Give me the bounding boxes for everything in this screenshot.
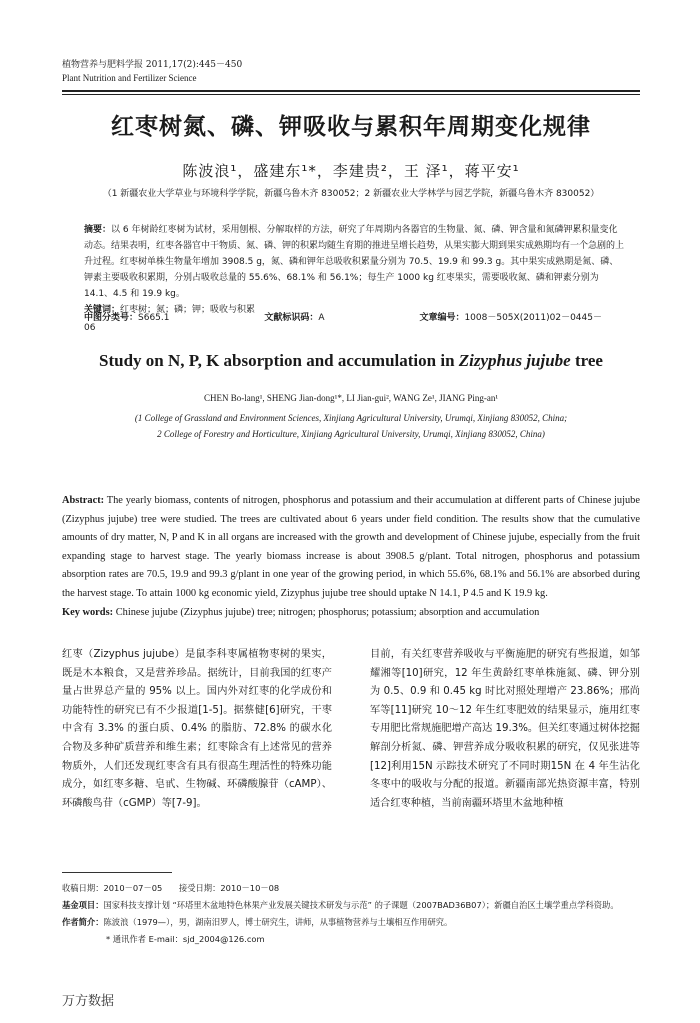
abstract-en-text: The yearly biomass, contents of nitrogen, phosphorus and potassium and their accumulation at different parts of Chinese jujube (Zizyphus jujube) tree were studied. The trees are cultivated about 6 years under field condition. The results show that the cumulative amounts of dry matter, N, P and K in all organs are increased with the growth and development of Chinese jujube, especially from the fruit expanding stage to harvest stage. The yearly biomass increase is about 3908.5 g/plant. Total nitrogen, phosphorus and potassium absorption rates are 70.5, 19.9 and 99.3 g/plant in one year of the growing period, in which 55.6%, 68.1% and 56.1% are absorbed during the harvest stage. To attain 1000 kg economic yield, Zizyphus jujube tree should uptake N 14.1, P 4.5 and K 19.9 kg. (62, 495, 640, 599)
body-column-right: 目前，有关红枣营养吸收与平衡施肥的研究有些报道，如邹耀湘等[10]研究，12 年生黄龄红枣单株施氮、磷、钾分别为 0.5、0.9 和 0.45 kg 时比对照处理增产 23.86%；邢尚军等[11]研究 10～12 年生红枣肥效的结果显示，施用红枣专用肥比常规施肥增产高达 19.3%。但关红枣通过树体挖掘解剖分析氮、磷、钾营养成分吸收积累的研究，仅见张进等[12]利用15N 示踪技术研究了不同时期15N 在 4 年生沾化冬枣中的吸收与分配的报道。新疆南部光热资源丰富，特别适合红枣种植，当前南疆环塔里木盆地种植 (370, 649, 640, 809)
footnote-fund-label: 基金项目： (62, 900, 104, 910)
footnote-received: 收稿日期：2010－07－05 接受日期：2010－10－08 (62, 883, 280, 893)
footnote-author-text: 陈波浪（1979—），男，湖南汨罗人，博士研究生，讲师，从事植物营养与土壤相互作用研究。 (103, 917, 453, 927)
footnote-fund (62, 897, 640, 914)
abstract-en (62, 492, 640, 622)
keywords-en: Chinese jujube (Zizyphus jujube) tree; nitrogen; phosphorus; potassium; absorption and accumulation (115, 606, 540, 618)
abstract-cn (84, 222, 624, 318)
footnote-rule (62, 872, 172, 873)
title-en-species: Zizyphus jujube (458, 351, 571, 370)
paper-title-cn: 红枣树氮、磷、钾吸收与累积年周期变化规律 (111, 114, 591, 140)
header-rule-thin (62, 94, 640, 95)
journal-header-cn: 植物营养与肥料学报 2011,17(2):445－450 (62, 60, 243, 70)
header-rule-thick (62, 90, 640, 92)
doc-code-value: A (318, 313, 325, 323)
title-en-suffix: tree (570, 351, 603, 370)
article-no-label: 文章编号： (419, 313, 465, 323)
clc-value: S665.1 (138, 313, 170, 323)
affiliations-en (62, 410, 640, 442)
keywords-en-label: Key words: (62, 606, 114, 618)
footnote-corresponding: * 通讯作者 E-mail：sjd_2004@126.com (106, 934, 265, 944)
affiliation-en-1: (1 College of Grassland and Environment Sciences, Xinjiang Agricultural University, Urumqi, Xinjiang 830052, China; (134, 413, 568, 423)
clc-label: 中图分类号： (84, 313, 139, 323)
abstract-cn-label: 摘要： (84, 225, 112, 235)
keywords-cn: 红枣树；氮；磷；钾；吸收与积累 (120, 305, 256, 315)
body-column-left: 红枣（Zizyphus jujube）是鼠李科枣属植物枣树的果实，既是木本粮食，又是营养珍品。据统计，目前我国的红枣产量占世界总产量的 95% 以上。国内外对红枣的化学成份和功能特性的研究已有不少报道[1-5]。据蔡健[6]研究，干枣中含有 3.3% 的蛋白质、0.4% 的脂肪、72.8% 的碳水化合物及多种矿质营养和维生素；红枣除含有上述常见的营养物质外，人们还发现红枣含有具有很高生理活性的特殊功能成分，如红枣多糖、皂甙、生物碱、环磷酸腺苷（cAMP）、环磷酸鸟苷（cGMP）等[7-9]。 (62, 649, 332, 809)
watermark-wanfang: 万方数据 (62, 994, 115, 1009)
abstract-cn-text: 以 6 年树龄红枣树为试材，采用刨根、分解取样的方法，研究了年周期内各器官的生物量、氮、磷、钾含量和氮磷钾累积量变化动态。结果表明，红枣各器官中干物质、氮、磷、钾的积累均随生育期的推进呈增长趋势，从果实膨大期到果实成熟期均有一个急剧的上升过程。红枣树单株生物量年增加 3908.5 g，氮、磷和钾年总吸收积累量分别为 70.5、19.9 和 99.3 g。其中果实成熟期是氮、磷、钾素主要吸收积累期，分别占吸收总量的 55.6%、68.1% 和 56.1%；每生产 1000 kg 红枣果实，需要吸收氮、磷和钾素分别为 14.1、4.5 和 19.9 kg。 (84, 225, 625, 299)
authors-cn: 陈波浪¹，盛建东¹*，李建贵²，王 泽¹，蒋平安¹ (182, 162, 520, 180)
paper-title-en (62, 351, 640, 371)
classification-row (84, 310, 700, 333)
authors-en: CHEN Bo-lang¹, SHENG Jian-dong¹*, LI Jian-gui², WANG Ze¹, JIANG Ping-an¹ (203, 393, 499, 403)
keywords-cn-label: 关键词： (84, 305, 121, 315)
footnotes (62, 880, 640, 948)
footnote-author (62, 914, 640, 931)
title-en-prefix: Study on N, P, K absorption and accumulation in (99, 351, 459, 370)
doc-code-label: 文献标识码： (264, 313, 319, 323)
journal-header-en: Plant Nutrition and Fertilizer Science (62, 73, 197, 83)
abstract-en-label: Abstract: (62, 495, 105, 506)
affiliation-en-2: 2 College of Forestry and Horticulture, Xinjiang Agricultural University, Urumqi, Xinjiang 830052, China) (157, 429, 545, 439)
footnote-fund-text: 国家科技支撑计划 “环塔里木盆地特色林果产业发展关键技术研发与示范” 的子课题（2007BAD36B07）；新疆自治区土壤学重点学科资助。 (103, 900, 619, 910)
article-no-value: 1008－505X(2011)02－0445－06 (84, 313, 602, 333)
affiliations-cn: （1 新疆农业大学草业与环境科学学院，新疆乌鲁木齐 830052；2 新疆农业大学林学与园艺学院，新疆乌鲁木齐 830052） (102, 189, 600, 199)
footnote-author-label: 作者简介： (62, 917, 104, 927)
